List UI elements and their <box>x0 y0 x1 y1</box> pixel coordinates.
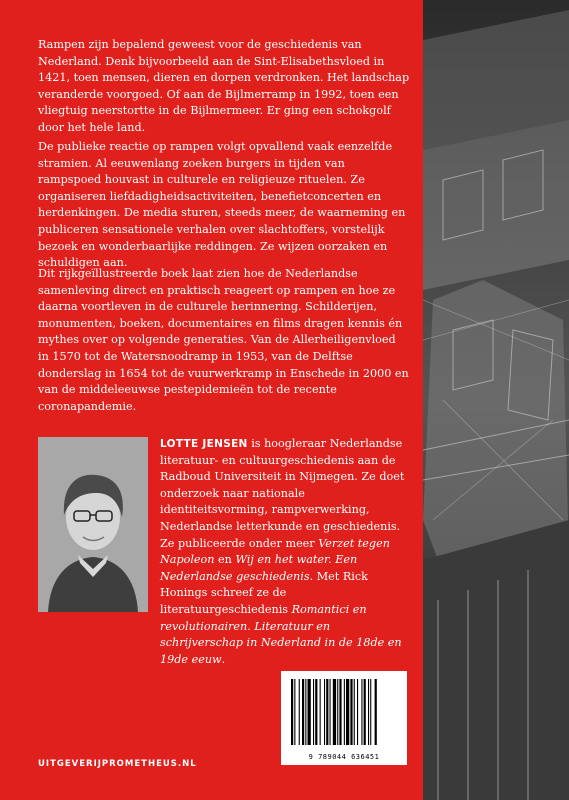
cover-photo-ruins <box>423 0 569 800</box>
author-portrait-illustration <box>38 437 148 612</box>
bio-text-1: is hoogleraar Nederlandse literatuur- en cultuurgeschiedenis aan de Radboud Universiteit in Nijmegen. Ze doet onderzoek naar nationale identiteitsvorming, rampverwerking, Nederlandse letterkunde en geschiedenis. Ze publiceerde onder meer <box>160 437 405 550</box>
bio-text-4: . <box>221 652 226 666</box>
author-name: LOTTE JENSEN <box>160 438 248 450</box>
barcode-bars <box>281 671 407 751</box>
isbn-number: 9 789044 636451 <box>308 753 380 761</box>
isbn-barcode <box>281 671 407 765</box>
ruins-illustration <box>423 0 569 800</box>
author-portrait <box>38 437 148 612</box>
intro-paragraph-1: Rampen zijn bepalend geweest voor de geschiedenis van Nederland. Denk bijvoorbeeld aan de Sint-Elisabethsvloed in 1421, toen mensen, dieren en dorpen verdronken. Het landschap veranderde voorgoed. Of aan de Bijlmerramp in 1992, toen een vliegtuig neerstortte in de Bijlmermeer. Er ging een schokgolf door het hele land. <box>38 38 410 134</box>
publisher-url: UITGEVERIJPROMETHEUS.NL <box>38 759 197 769</box>
bio-text-2: en <box>214 553 236 567</box>
author-bio <box>160 436 412 668</box>
bio-book-1: Verzet tegen Napoleon <box>160 536 390 567</box>
bio-book-2: Wij en het water. Een Nederlandse geschiedenis <box>160 553 358 583</box>
intro-paragraph-2: De publieke reactie op rampen volgt opvallend vaak eenzelfde stramien. Al eeuwenlang zoeken burgers in tijden van rampspoed houvast in culturele en religieuze rituelen. Ze organiseren liefdadigheidsactiviteiten, benefietconcerten en herdenkingen. De media sturen, steeds meer, de waarneming en publiceren sensationele verhalen over slachtoffers, vorstelijk bezoek en wonderbaarlijke reddingen. Ze wijzen oorzaken en schuldigen aan. <box>38 140 406 270</box>
intro-paragraph-3: Dit rijkgeïllustreerde boek laat zien hoe de Nederlandse samenleving direct en praktisch reageert op rampen en hoe ze daarna voortleven in de culturele herinnering. Schilderijen, monumenten, boeken, documentaires en films dragen kennis én mythes over op volgende generaties. Van de Allerheiligenvloed in 1570 tot de Watersnoodramp in 1953, van de Delftse donderslag in 1654 tot de vuurwerkramp in Enschede in 2000 en van de middeleeuwse pestepidemieën tot de recente coronapandemie. <box>38 267 409 413</box>
bio-text-3: . Met Rick Honings schreef ze de literatuurgeschiedenis <box>160 569 368 616</box>
bio-book-3: Romantici en revolutionairen. Literatuur en schrijverschap in Nederland in de 18de en 19de eeuw <box>160 602 402 666</box>
